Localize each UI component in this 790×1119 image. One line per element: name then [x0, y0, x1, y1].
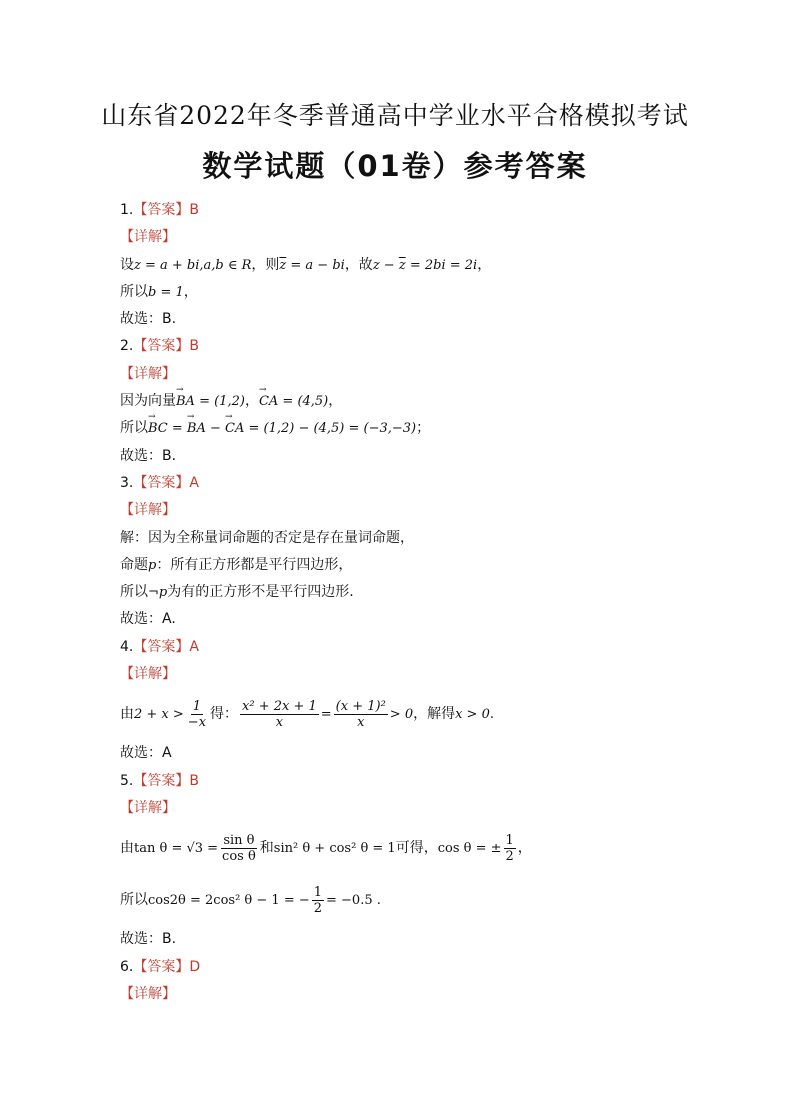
question-6-detail-tag: 【详解】: [120, 985, 176, 1002]
answer-content: [120, 197, 720, 1008]
question-5-conclusion: 故选：B.: [120, 931, 177, 948]
question-6-answer: 6.【答案】D: [120, 958, 201, 975]
question-4-answer: 4.【答案】A: [120, 638, 199, 655]
question-5-detail-tag: 【详解】: [120, 799, 176, 816]
question-4-conclusion: 故选：A: [120, 745, 172, 762]
question-4-detail-tag: 【详解】: [120, 666, 176, 683]
question-2-answer: 2.【答案】B: [120, 338, 199, 355]
fraction: $\frac{1}{2}$: [313, 884, 323, 916]
question-1-conclusion: 故选：B.: [120, 311, 177, 328]
question-1-answer: 1.【答案】B: [120, 202, 199, 218]
question-3-detail-tag: 【详解】: [120, 502, 176, 519]
fraction: $\frac{\text{sin θ}}{\text{cos θ}}$: [222, 832, 256, 864]
question-2-line-1: 因为向量→ BA = (1,2)，→ CA = (4,5)，: [120, 388, 720, 415]
question-5-line-2: 所以 cos2θ = 2cos² θ − 1 = − $\frac{1}{2}$ = −0.5 .: [120, 884, 381, 916]
fraction: $\frac{\text{x² + 2x + 1}}{x}$: [242, 698, 317, 730]
fraction: $\frac{1}{2}$: [505, 832, 514, 864]
page-subtitle: 数学试题（01卷）参考答案: [202, 149, 588, 183]
question-5-line-1: 由 tan θ = √3 = $\frac{\text{sin θ}}{\text{cos θ}}$ 和 sin² θ + cos² θ = 1 可得， cos θ = ± $\frac{1}{2}$ ，: [120, 832, 532, 864]
page-title: 山东省2022年冬季普通高中学业水平合格模拟考试: [101, 101, 689, 130]
question-3-conclusion: 故选：A.: [120, 611, 176, 628]
question-3-line-3: 所以¬p为有的正方形不是平行四边形.: [120, 584, 354, 601]
question-2-conclusion: 故选：B.: [120, 447, 177, 464]
question-4-line-1: 由 2 + x > $\frac{1}{-x}$ 得： $\frac{\text{x² + 2x + 1}}{x}$ = $\frac{\text{(x + 1)²}}{x}$ > 0 ，解得 x > 0 .: [120, 698, 494, 730]
question-5-answer: 5.【答案】B: [120, 772, 199, 789]
question-1-line-1: 设z = a + bi,a,b ∈ R，则$\overline{z} = a$ − bi，故$z - \overline{z} = 2bi = 2i$，: [120, 256, 492, 273]
question-3-answer: 3.【答案】A: [120, 474, 199, 491]
fraction: $\frac{\text{(x + 1)²}}{x}$: [335, 698, 386, 730]
question-3-line-2: 命题p：所有正方形都是平行四边形，: [120, 556, 353, 573]
question-3-line-1: 解：因为全称量词命题的否定是存在量词命题，: [120, 529, 414, 546]
question-2-detail-tag: 【详解】: [120, 365, 176, 382]
question-1-line-2: 所以b = 1，: [120, 283, 198, 300]
question-2-line-2: 所以→ BC = → BA − → CA = (1,2) − (4,5) = (−3,−3)；: [120, 415, 720, 442]
fraction: $\frac{1}{-x}$: [187, 698, 207, 730]
question-1-detail-tag: 【详解】: [120, 229, 176, 246]
